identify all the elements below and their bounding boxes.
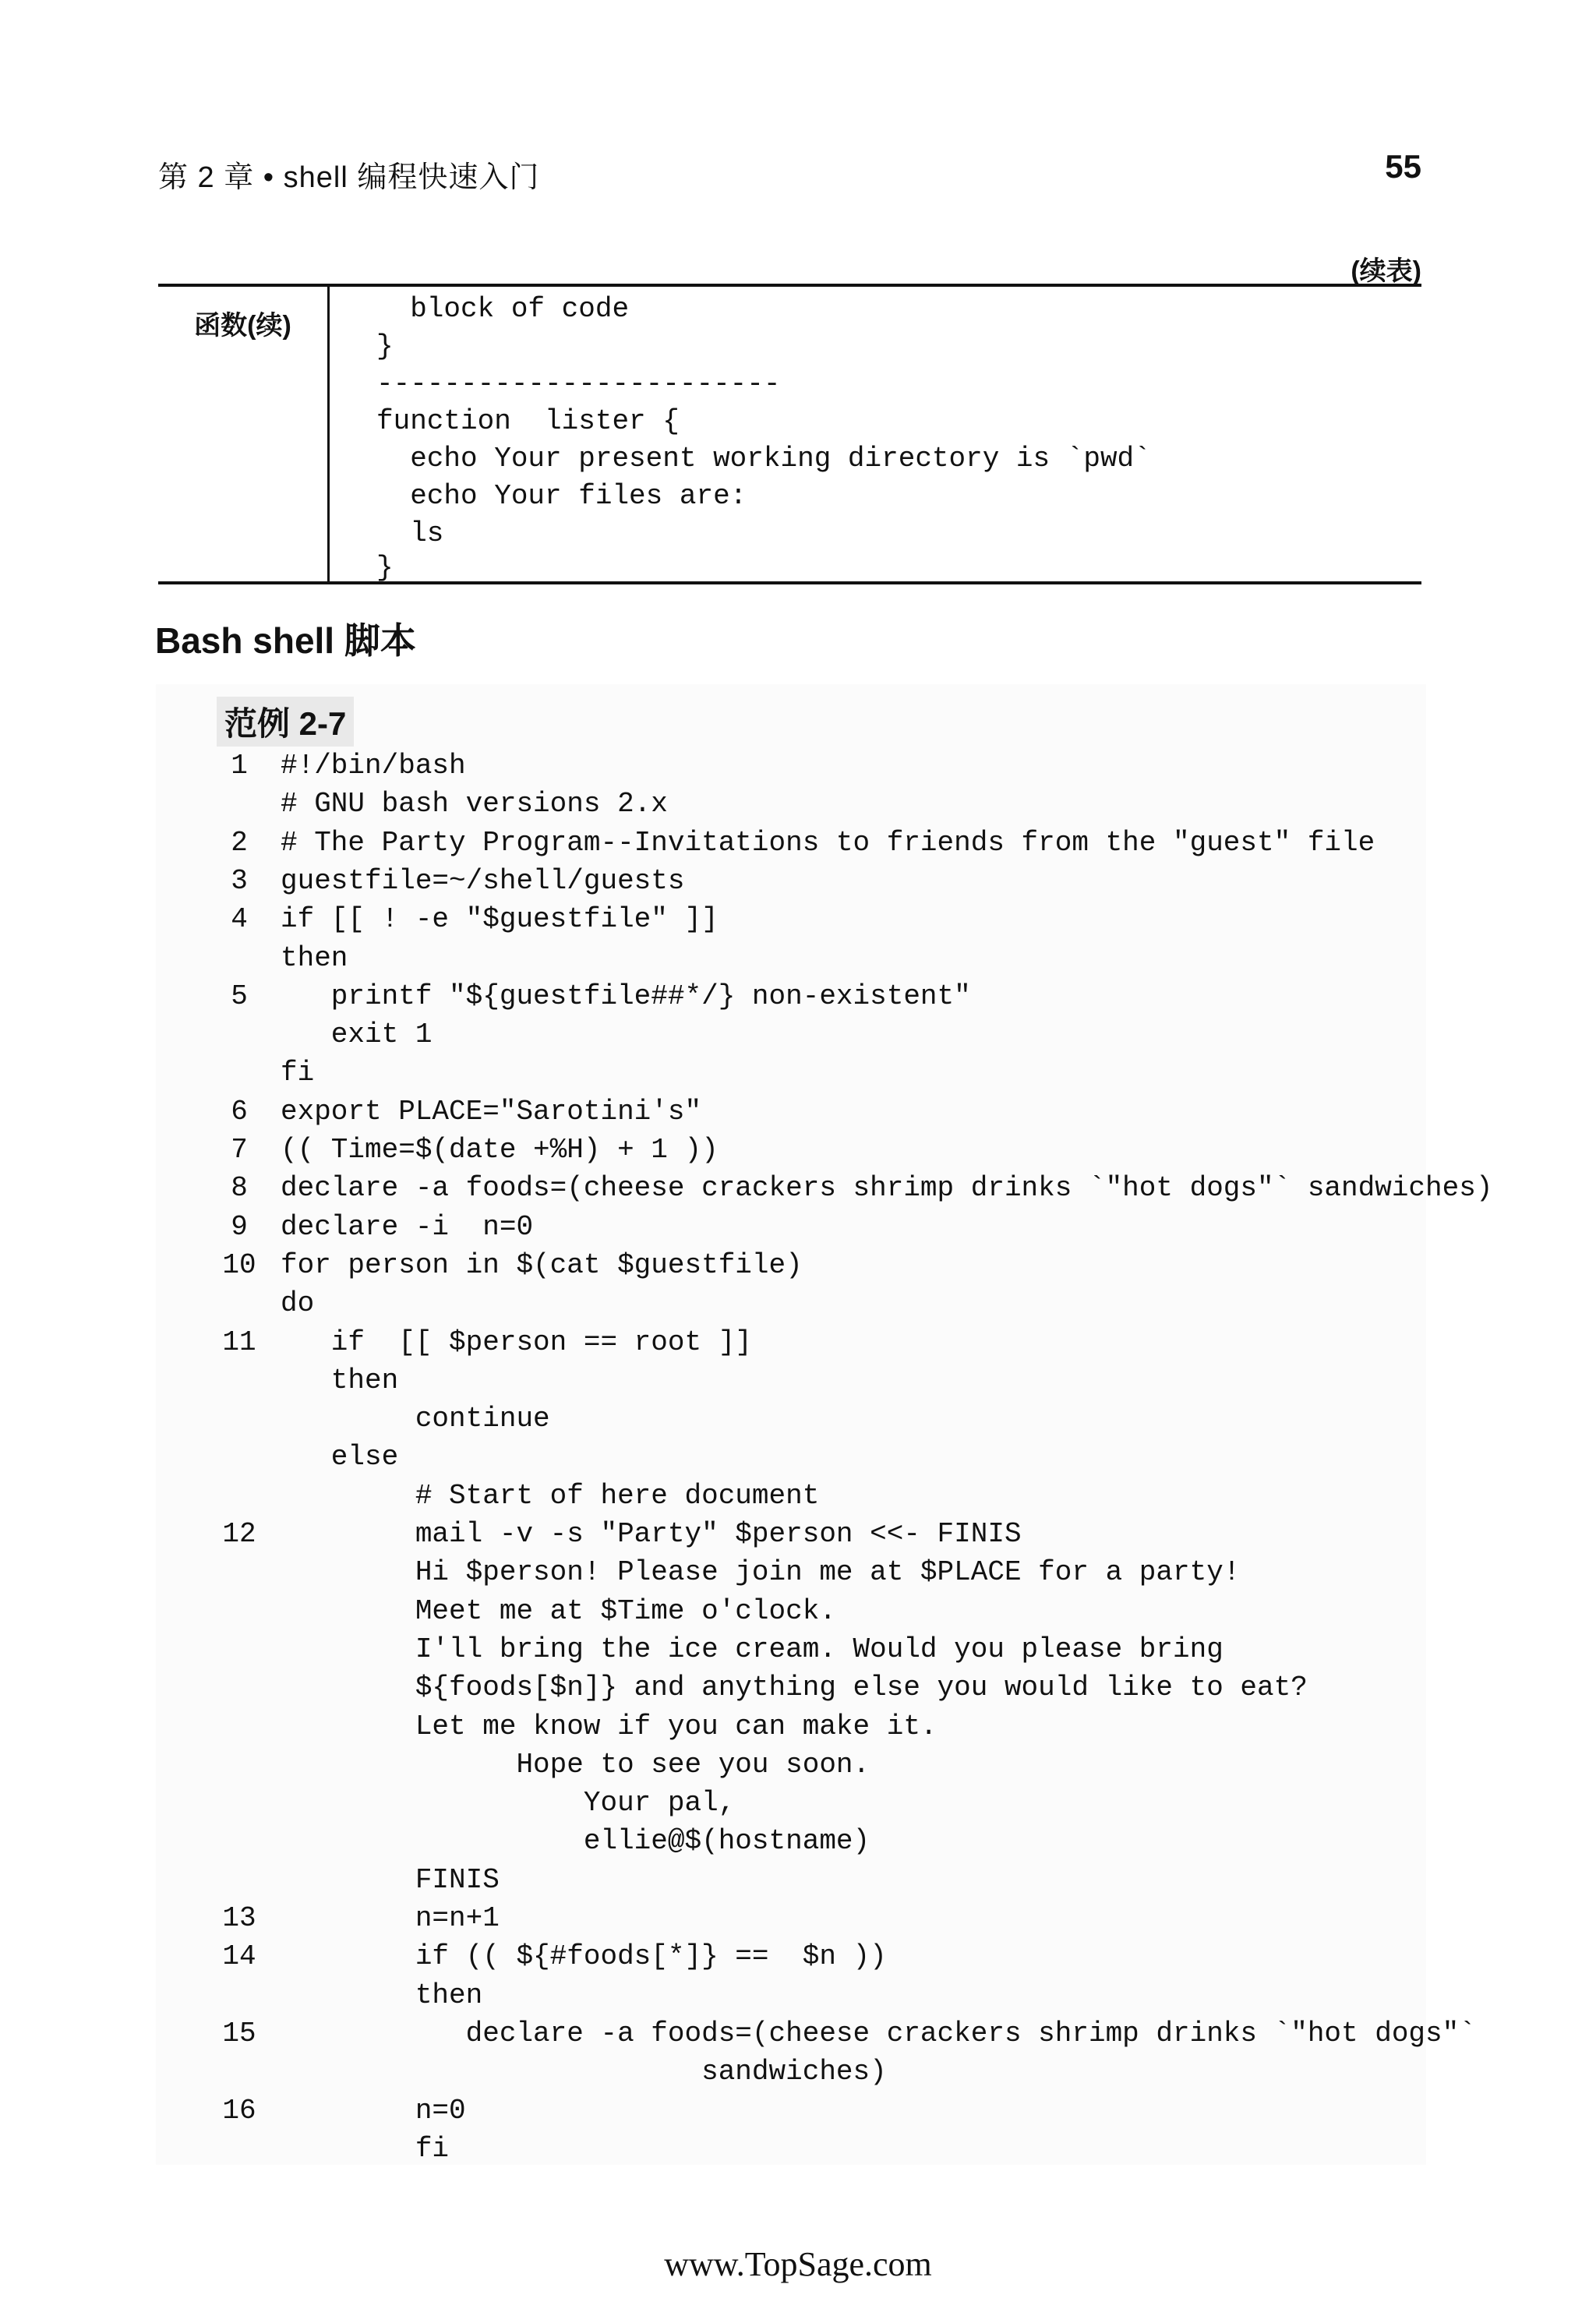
line-number: 10 (222, 1248, 256, 1281)
script-code-line: Hope to see you soon. (281, 1748, 870, 1781)
script-code-line: then (281, 941, 348, 974)
table-code-line: echo Your present working directory is `pwd` (376, 443, 1151, 475)
table-code-line: } (376, 552, 394, 584)
script-code-line: declare -a foods=(cheese crackers shrimp drinks `"hot dogs"` (281, 2017, 1476, 2049)
script-code-line: do (281, 1287, 315, 1320)
script-code-line: mail -v -s "Party" $person <<- FINIS (281, 1518, 1022, 1550)
table-code-line: function lister { (376, 405, 680, 437)
script-code-line: Your pal, (281, 1787, 736, 1820)
script-code-line: ${foods[$n]} and anything else you would like to eat? (281, 1672, 1308, 1704)
script-code-line: Let me know if you can make it. (281, 1710, 937, 1742)
line-number: 6 (231, 1095, 248, 1128)
line-number: 4 (231, 903, 248, 936)
table-code-line: echo Your files are: (376, 480, 747, 512)
table-code-cell (331, 287, 1421, 584)
line-number: 8 (231, 1172, 248, 1205)
script-code-line: (( Time=$(date +%H) + 1 )) (281, 1134, 719, 1166)
line-number: 3 (231, 864, 248, 897)
script-code-line: export PLACE="Sarotini's" (281, 1095, 702, 1128)
table-code-line: ls (376, 517, 444, 549)
script-code-line: n=0 (281, 2094, 466, 2127)
script-code-line: # GNU bash versions 2.x (281, 788, 668, 821)
script-code-line: for person in $(cat $guestfile) (281, 1248, 803, 1281)
line-number: 11 (222, 1326, 256, 1358)
function-table (158, 284, 1421, 584)
script-code-line: # Start of here document (281, 1479, 820, 1512)
footer-url: www.TopSage.com (664, 2245, 932, 2283)
table-code-line: ------------------------ (376, 368, 781, 400)
chapter-header: 第 2 章 • shell 编程快速入门 (158, 161, 540, 194)
table-code-line: block of code (376, 293, 630, 325)
line-number: 1 (231, 750, 248, 782)
line-number: 15 (222, 2017, 256, 2049)
script-code-line: printf "${guestfile##*/} non-existent" (281, 980, 971, 1012)
script-code-line: declare -i n=0 (281, 1210, 534, 1243)
script-code-line: fi (281, 2132, 450, 2165)
script-code-line: sandwiches) (281, 2056, 887, 2088)
line-number: 16 (222, 2094, 256, 2127)
line-number: 9 (231, 1210, 248, 1243)
script-code-line: # The Party Program--Invitations to friends from the "guest" file (281, 826, 1375, 859)
script-code-line: ellie@$(hostname) (281, 1825, 870, 1858)
table-row-label: 函数(续) (158, 287, 330, 581)
script-code-line: Meet me at $Time o'clock. (281, 1594, 836, 1627)
line-number: 7 (231, 1134, 248, 1166)
section-title: Bash shell 脚本 (155, 620, 416, 661)
page-number: 55 (1385, 148, 1421, 185)
script-code-line: FINIS (281, 1863, 500, 1896)
script-code-line: n=n+1 (281, 1902, 500, 1934)
script-code-line: guestfile=~/shell/guests (281, 864, 685, 897)
script-code-line: else (281, 1441, 399, 1474)
script-code-line: if [[ $person == root ]] (281, 1326, 752, 1358)
script-code-line: #!/bin/bash (281, 750, 466, 782)
script-code-line: declare -a foods=(cheese crackers shrimp drinks `"hot dogs"` sandwiches) (281, 1172, 1493, 1205)
table-continuation-note: (续表) (1351, 256, 1421, 286)
line-number: 2 (231, 826, 248, 859)
line-number: 12 (222, 1518, 256, 1550)
line-number: 13 (222, 1902, 256, 1934)
script-code-line: continue (281, 1403, 550, 1435)
script-code-line: fi (281, 1057, 315, 1089)
script-code-line: Hi $person! Please join me at $PLACE for a party! (281, 1556, 1241, 1589)
script-code-line: if (( ${#foods[*]} == $n )) (281, 1940, 887, 1973)
line-number: 14 (222, 1940, 256, 1973)
example-title: 范例 2-7 (217, 697, 354, 747)
script-code-line: I'll bring the ice cream. Would you please bring (281, 1633, 1223, 1665)
script-code-line: then (281, 1979, 483, 2011)
script-code-line: if [[ ! -e "$guestfile" ]] (281, 903, 719, 936)
script-code-line: then (281, 1364, 399, 1396)
table-code-line: } (376, 330, 394, 362)
line-number: 5 (231, 980, 248, 1012)
script-code-line: exit 1 (281, 1019, 433, 1051)
